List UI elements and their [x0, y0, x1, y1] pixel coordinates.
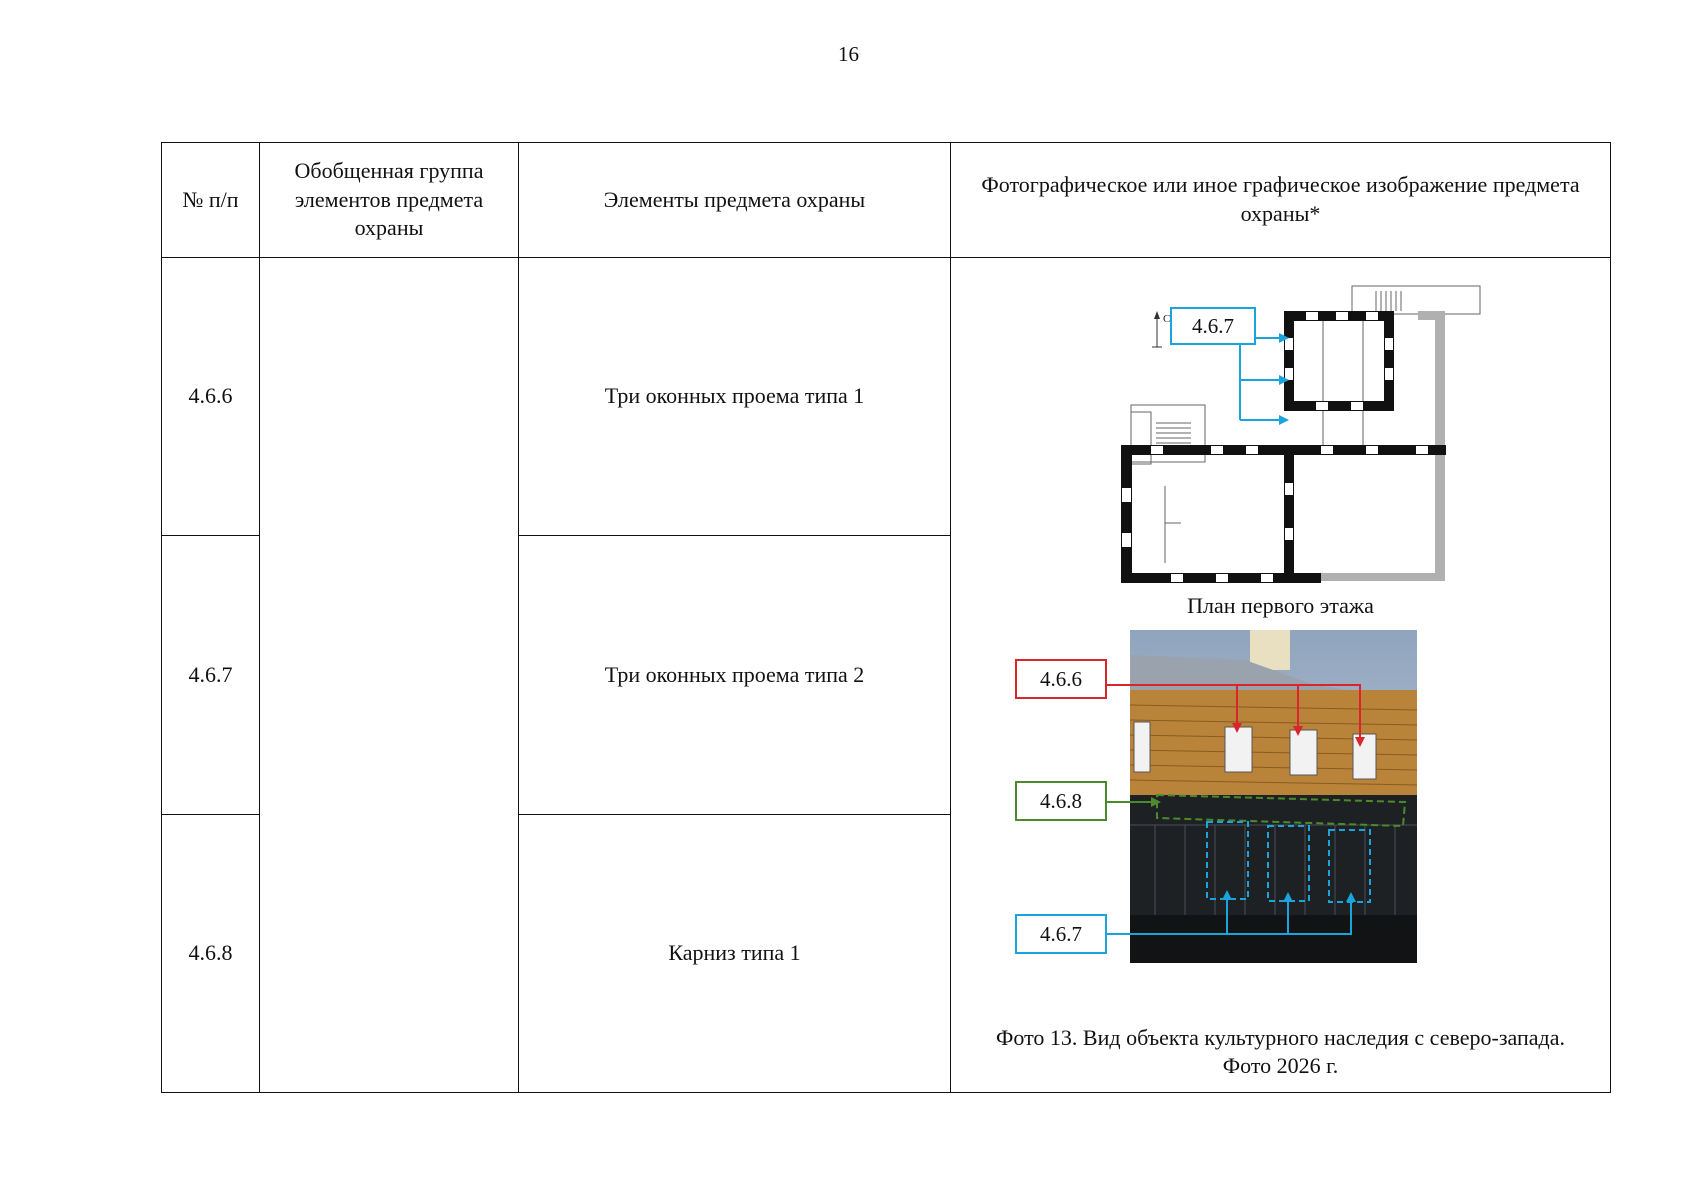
- header-group: Обобщенная группа элементов предмета охраны: [260, 143, 519, 258]
- row-element: Три оконных проема типа 2: [519, 536, 951, 814]
- photo-callout-blue-label: 4.6.7: [1040, 922, 1082, 946]
- page-number: 16: [838, 42, 859, 66]
- facade-photo: [1130, 630, 1417, 963]
- protection-elements-table: [161, 142, 1611, 1093]
- row-num: 4.6.8: [162, 814, 260, 1092]
- floor-plan-figure: [1121, 283, 1481, 593]
- plan-caption: План первого этажа: [1187, 593, 1374, 618]
- row-num: 4.6.6: [162, 258, 260, 536]
- table-row: [162, 258, 1611, 536]
- plan-callout-4-6-7: [1171, 308, 1289, 425]
- photo-callout-green-label: 4.6.8: [1040, 789, 1082, 813]
- row-element: Три оконных проема типа 1: [519, 258, 951, 536]
- north-label: С: [1163, 313, 1171, 325]
- row-num: 4.6.7: [162, 536, 260, 814]
- image-cell: [951, 258, 1611, 1093]
- group-cell: [260, 258, 519, 1093]
- photo-callout-red-label: 4.6.6: [1040, 667, 1082, 691]
- row-element: Карниз типа 1: [519, 814, 951, 1092]
- table-header-row: [162, 143, 1611, 258]
- photo-caption-line1: Фото 13. Вид объекта культурного наследия с северо-запада.: [996, 1025, 1565, 1050]
- photo-caption-line2: Фото 2026 г.: [1222, 1053, 1339, 1078]
- header-image: Фотографическое или иное графическое изображение предмета охраны*: [951, 143, 1611, 258]
- header-num: № п/п: [162, 143, 260, 258]
- north-arrow-icon: [1152, 311, 1170, 347]
- facade-photo-figure: [1015, 630, 1535, 970]
- plan-callout-label: 4.6.7: [1192, 314, 1234, 338]
- header-elements: Элементы предмета охраны: [519, 143, 951, 258]
